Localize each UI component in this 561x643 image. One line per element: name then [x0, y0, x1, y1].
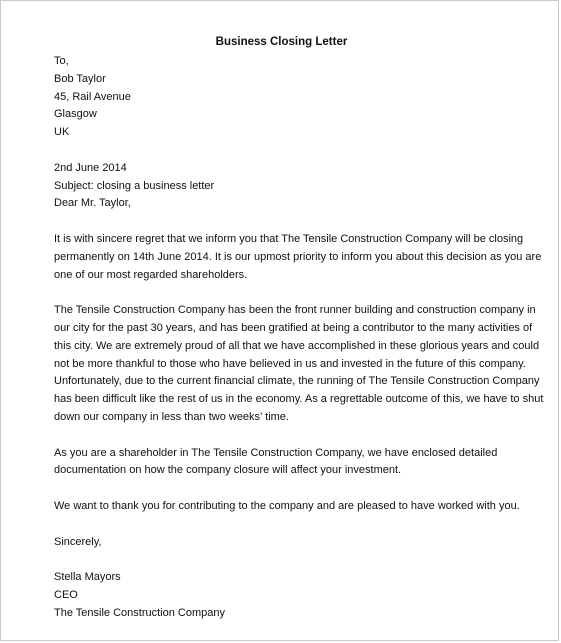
paragraph-line: our city for the past 30 years, and has been gratified at being a contributor to the many activities of [54, 321, 533, 334]
paragraph-2 [54, 302, 544, 427]
spacer [54, 213, 524, 231]
paragraph-line: not be more thankful to those who have believed in us and invested in the future of this company. [54, 357, 526, 370]
signature-name: Stella Mayors [54, 571, 121, 584]
spacer [54, 551, 524, 569]
paragraph-line: We want to thank you for contributing to the company and are pleased to have worked with you. [54, 499, 520, 512]
paragraph-line: has been difficult like the rest of us in the economy. As a regrettable outcome of this, we have to shut [54, 393, 544, 406]
paragraph-line: Unfortunately, due to the current financial climate, the running of The Tensile Construction Company [54, 375, 540, 388]
paragraph-line: The Tensile Construction Company has been the front runner building and construction company in [54, 304, 536, 317]
spacer [54, 284, 524, 302]
signature-role: CEO [54, 588, 78, 601]
paragraph-line: permanently on 14th June 2014. It is our upmost priority to inform you about this decision as you are [54, 250, 542, 263]
recipient-to: To, [54, 55, 69, 67]
recipient-city: Glasgow [54, 108, 97, 121]
recipient-country: UK [54, 126, 70, 139]
spacer [54, 142, 524, 160]
signature-company: The Tensile Construction Company [54, 606, 225, 619]
recipient-street: 45, Rail Avenue [54, 90, 131, 103]
paragraph-line: As you are a shareholder in The Tensile Construction Company, we have enclosed detailed [54, 446, 498, 459]
paragraph-line: down our company in less than two weeks’ time. [54, 410, 289, 423]
letter-greeting: Dear Mr. Taylor, [54, 197, 131, 210]
letter-body [54, 53, 544, 623]
paragraph-1 [54, 231, 542, 284]
letter-title: Business Closing Letter [215, 36, 348, 48]
recipient-name: Bob Taylor [54, 72, 106, 85]
paragraph-line: It is with sincere regret that we inform you that The Tensile Construction Company will be closing [54, 232, 524, 245]
paragraph-3 [54, 445, 524, 481]
paragraph-line: this city. We are extremely proud of all that we have accomplished in these glorious years and could [54, 339, 540, 352]
letter-subject: Subject: closing a business letter [54, 179, 215, 192]
paragraph-line: one of our most regarded shareholders. [54, 268, 248, 281]
spacer [54, 516, 524, 534]
spacer [54, 427, 524, 445]
letter-date: 2nd June 2014 [54, 161, 127, 174]
paragraph-line: documentation on how the company closure will affect your investment. [54, 464, 402, 477]
letter-closing: Sincerely, [54, 535, 102, 548]
paragraph-4 [54, 498, 524, 516]
spacer [54, 480, 524, 498]
